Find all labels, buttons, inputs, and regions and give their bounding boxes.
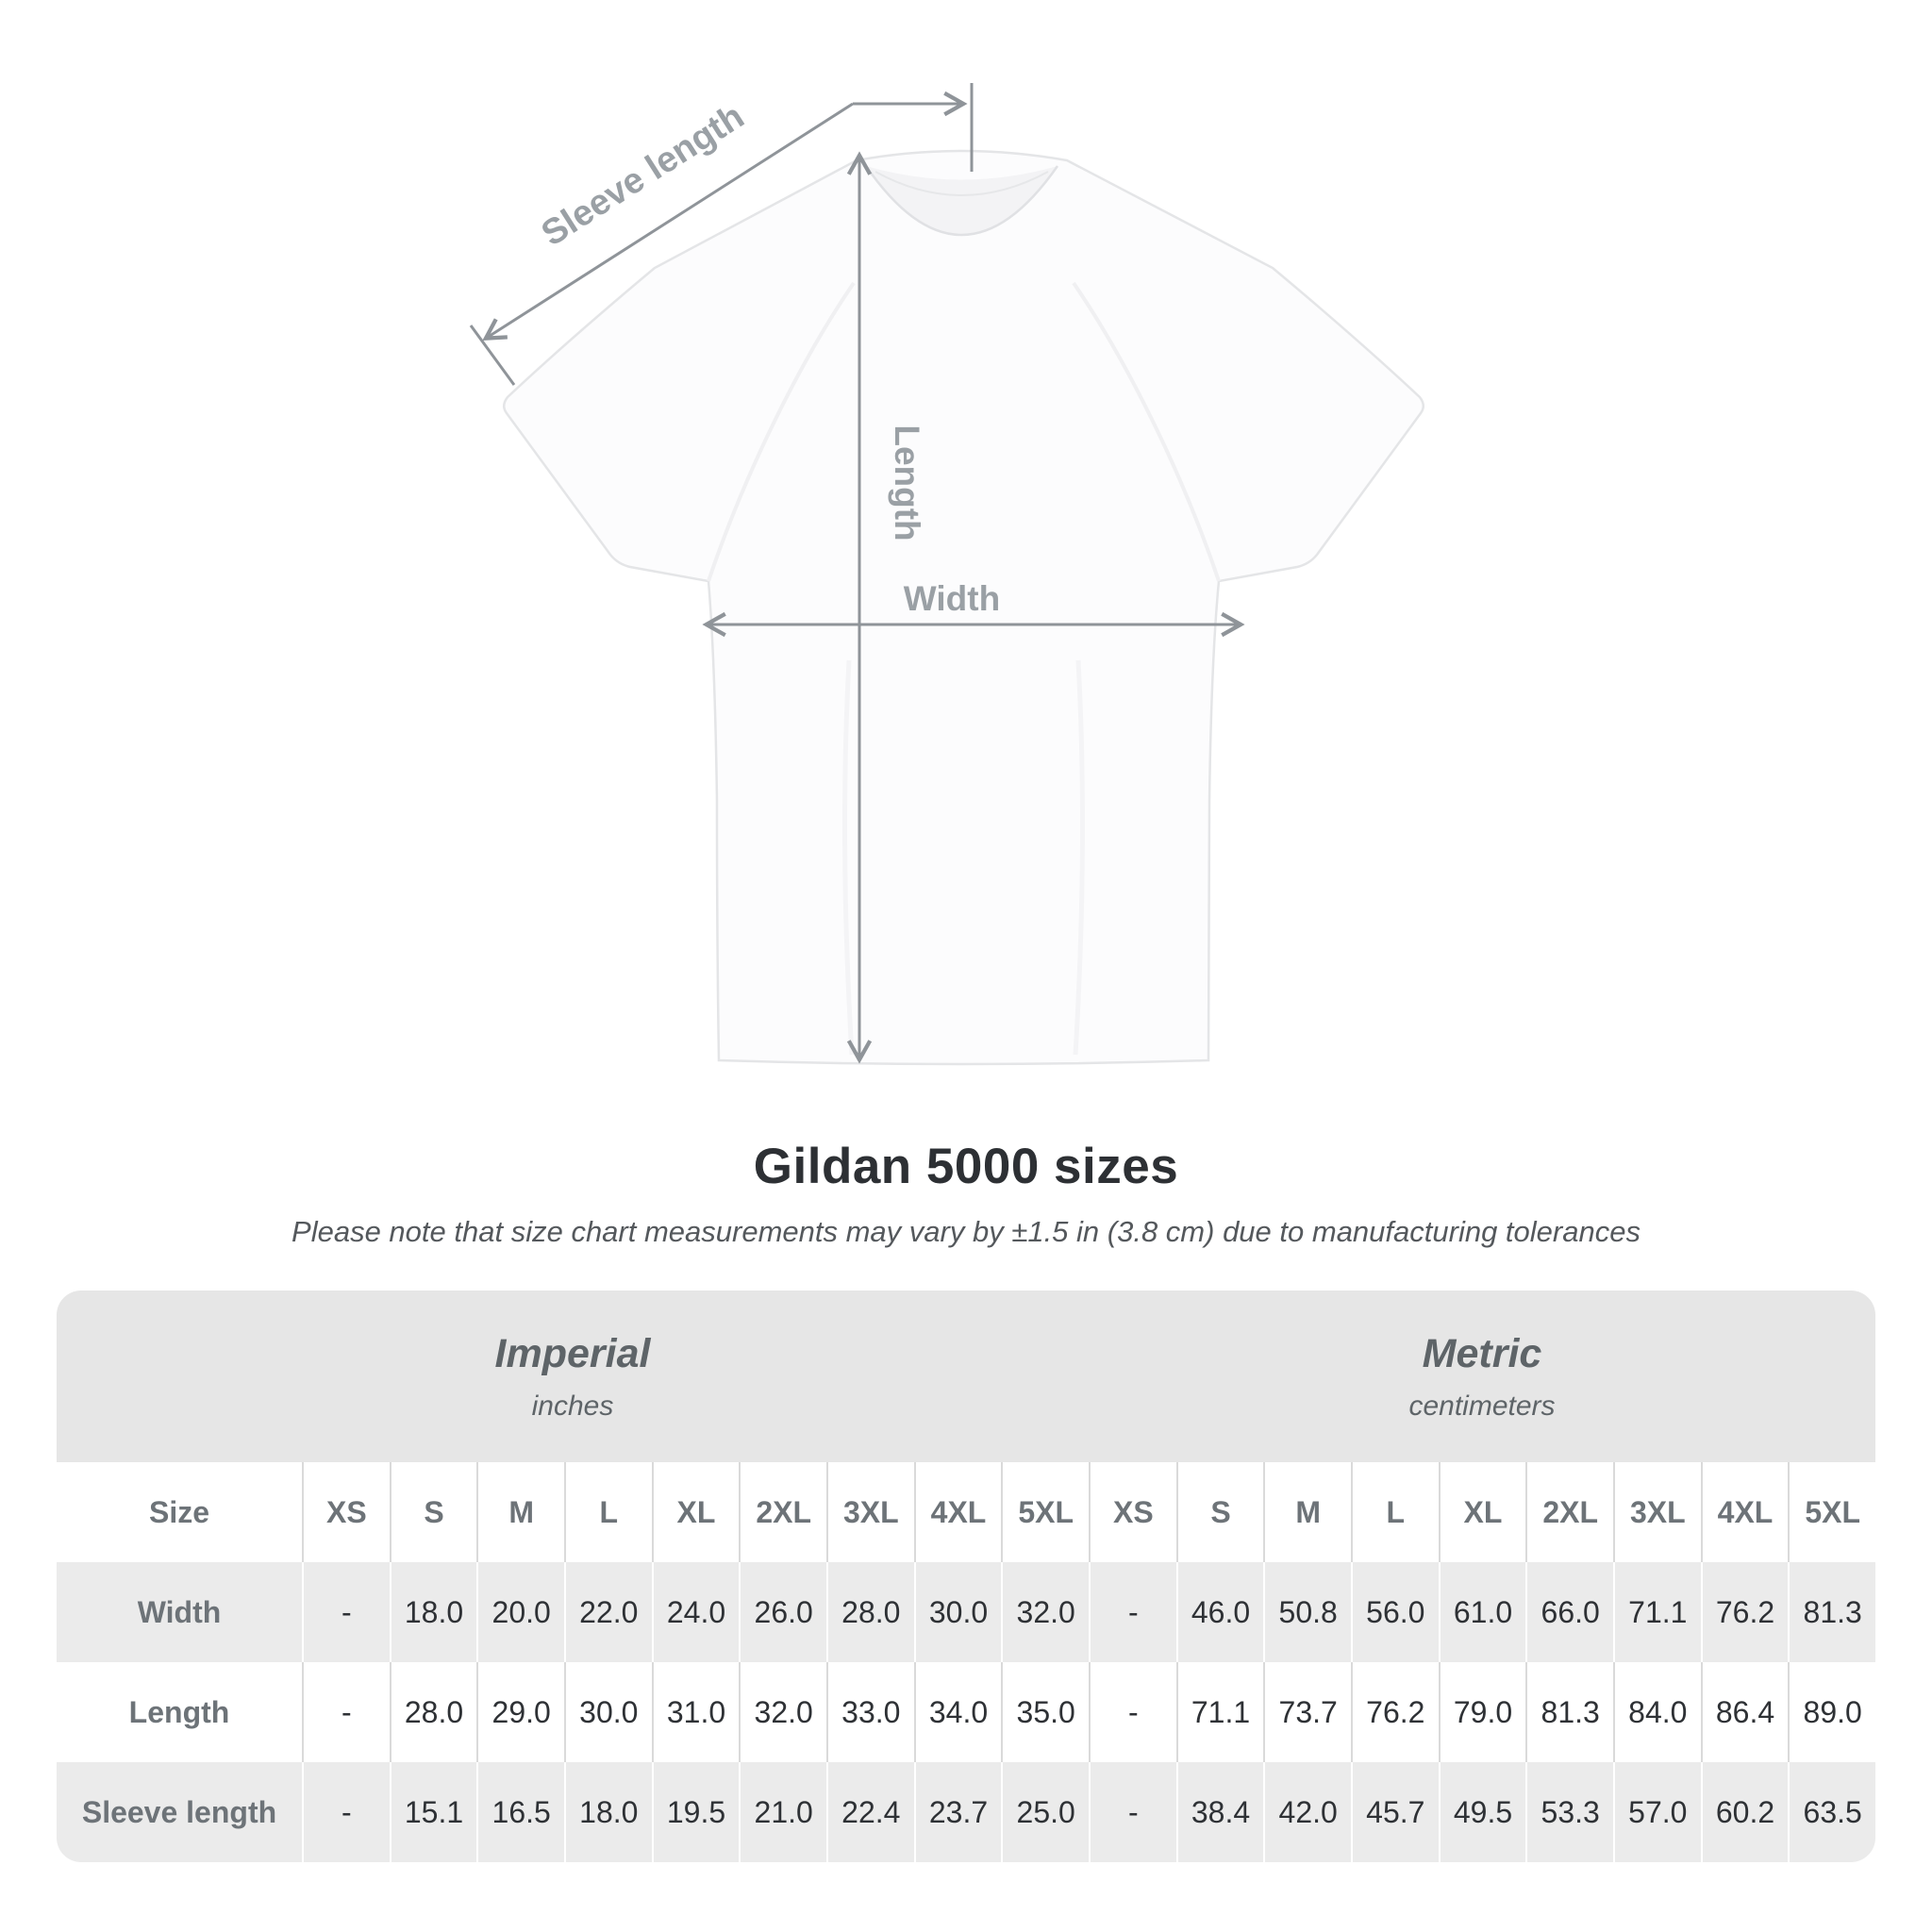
measurement-value: 15.1 — [390, 1762, 477, 1862]
size-col-header: M — [476, 1462, 564, 1562]
imperial-group-header — [57, 1291, 1089, 1462]
measurement-value: 63.5 — [1788, 1762, 1875, 1862]
measurement-value: 66.0 — [1525, 1562, 1613, 1662]
size-col-header: 2XL — [1525, 1462, 1613, 1562]
measurement-value: 16.5 — [476, 1762, 564, 1862]
measurement-value: 21.0 — [739, 1762, 826, 1862]
size-table — [57, 1291, 1875, 1862]
size-col-header: L — [564, 1462, 652, 1562]
measurement-value: - — [1089, 1562, 1176, 1662]
measurement-value: 60.2 — [1701, 1762, 1789, 1862]
size-col-header: S — [1176, 1462, 1264, 1562]
row-label: Length — [128, 1694, 230, 1729]
size-col-header: 5XL — [1001, 1462, 1089, 1562]
size-col-header: 3XL — [826, 1462, 914, 1562]
measurement-value: 22.0 — [564, 1562, 652, 1662]
measurement-value: 61.0 — [1439, 1562, 1526, 1662]
measurement-value: - — [302, 1662, 390, 1762]
measurement-value: 18.0 — [390, 1562, 477, 1662]
measurement-value: 45.7 — [1351, 1762, 1439, 1862]
measurement-value: 49.5 — [1439, 1762, 1526, 1862]
table-row — [57, 1762, 1875, 1862]
size-col-header: 5XL — [1788, 1462, 1875, 1562]
size-col-header: 2XL — [739, 1462, 826, 1562]
measurement-value: - — [302, 1762, 390, 1862]
size-col-header: S — [390, 1462, 477, 1562]
measurement-value: 22.4 — [826, 1762, 914, 1862]
size-col-header: XS — [1089, 1462, 1176, 1562]
measurement-value: 31.0 — [652, 1662, 740, 1762]
measurement-value: 76.2 — [1701, 1562, 1789, 1662]
measurement-value: 73.7 — [1263, 1662, 1351, 1762]
measurement-value: 57.0 — [1613, 1762, 1701, 1862]
size-col-header: 3XL — [1613, 1462, 1701, 1562]
measurement-value: 29.0 — [476, 1662, 564, 1762]
measurement-value: 81.3 — [1788, 1562, 1875, 1662]
measurement-value: 24.0 — [652, 1562, 740, 1662]
measurement-value: 28.0 — [826, 1562, 914, 1662]
size-header-row — [57, 1462, 1875, 1562]
sleeve-length-label: Sleeve length — [534, 96, 752, 255]
size-col-header: XS — [302, 1462, 390, 1562]
width-label: Width — [903, 579, 1001, 618]
measurement-value: 30.0 — [564, 1662, 652, 1762]
measurement-value: 46.0 — [1176, 1562, 1264, 1662]
measurement-value: 25.0 — [1001, 1762, 1089, 1862]
measurement-value: 26.0 — [739, 1562, 826, 1662]
measurement-value: 81.3 — [1525, 1662, 1613, 1762]
size-col-header: L — [1351, 1462, 1439, 1562]
measurement-value: 86.4 — [1701, 1662, 1789, 1762]
measurement-value: 28.0 — [390, 1662, 477, 1762]
measurement-value: 89.0 — [1788, 1662, 1875, 1762]
size-col-header: 4XL — [914, 1462, 1002, 1562]
measurement-value: 42.0 — [1263, 1762, 1351, 1862]
table-row — [57, 1662, 1875, 1762]
measurement-value: 84.0 — [1613, 1662, 1701, 1762]
measurement-value: 18.0 — [564, 1762, 652, 1862]
length-label: Length — [888, 425, 926, 541]
imperial-label: Imperial — [494, 1330, 651, 1376]
measurement-value: 50.8 — [1263, 1562, 1351, 1662]
metric-label: Metric — [1422, 1330, 1542, 1376]
measurement-value: 33.0 — [826, 1662, 914, 1762]
measurement-value: 34.0 — [914, 1662, 1002, 1762]
size-col-header: XL — [1439, 1462, 1526, 1562]
row-label: Sleeve length — [81, 1794, 277, 1829]
measurement-value: 23.7 — [914, 1762, 1002, 1862]
tolerance-note: Please note that size chart measurements may vary by ±1.5 in (3.8 cm) due to manufacturing tolerances — [291, 1215, 1641, 1248]
measurement-value: - — [1089, 1662, 1176, 1762]
measurement-value: 19.5 — [652, 1762, 740, 1862]
measurement-value: 79.0 — [1439, 1662, 1526, 1762]
measurement-value: 38.4 — [1176, 1762, 1264, 1862]
measurement-value: 76.2 — [1351, 1662, 1439, 1762]
measurement-value: 35.0 — [1001, 1662, 1089, 1762]
measurement-value: - — [302, 1562, 390, 1662]
measurement-value: 71.1 — [1613, 1562, 1701, 1662]
size-col-header: 4XL — [1701, 1462, 1789, 1562]
measurement-value: 30.0 — [914, 1562, 1002, 1662]
measurement-value: 20.0 — [476, 1562, 564, 1662]
row-label: Width — [137, 1594, 222, 1629]
metric-unit-label: centimeters — [1408, 1390, 1556, 1422]
page-title: Gildan 5000 sizes — [753, 1139, 1179, 1194]
measurement-value: 53.3 — [1525, 1762, 1613, 1862]
size-corner-label: Size — [148, 1494, 210, 1529]
measurement-value: 32.0 — [1001, 1562, 1089, 1662]
size-col-header: XL — [652, 1462, 740, 1562]
unit-group-header-row — [57, 1291, 1875, 1462]
measurement-value: - — [1089, 1762, 1176, 1862]
measurement-value: 56.0 — [1351, 1562, 1439, 1662]
table-row — [57, 1562, 1875, 1662]
measurement-value: 32.0 — [739, 1662, 826, 1762]
imperial-unit-label: inches — [531, 1390, 614, 1422]
measurement-value: 71.1 — [1176, 1662, 1264, 1762]
metric-group-header — [1089, 1291, 1875, 1462]
size-col-header: M — [1263, 1462, 1351, 1562]
